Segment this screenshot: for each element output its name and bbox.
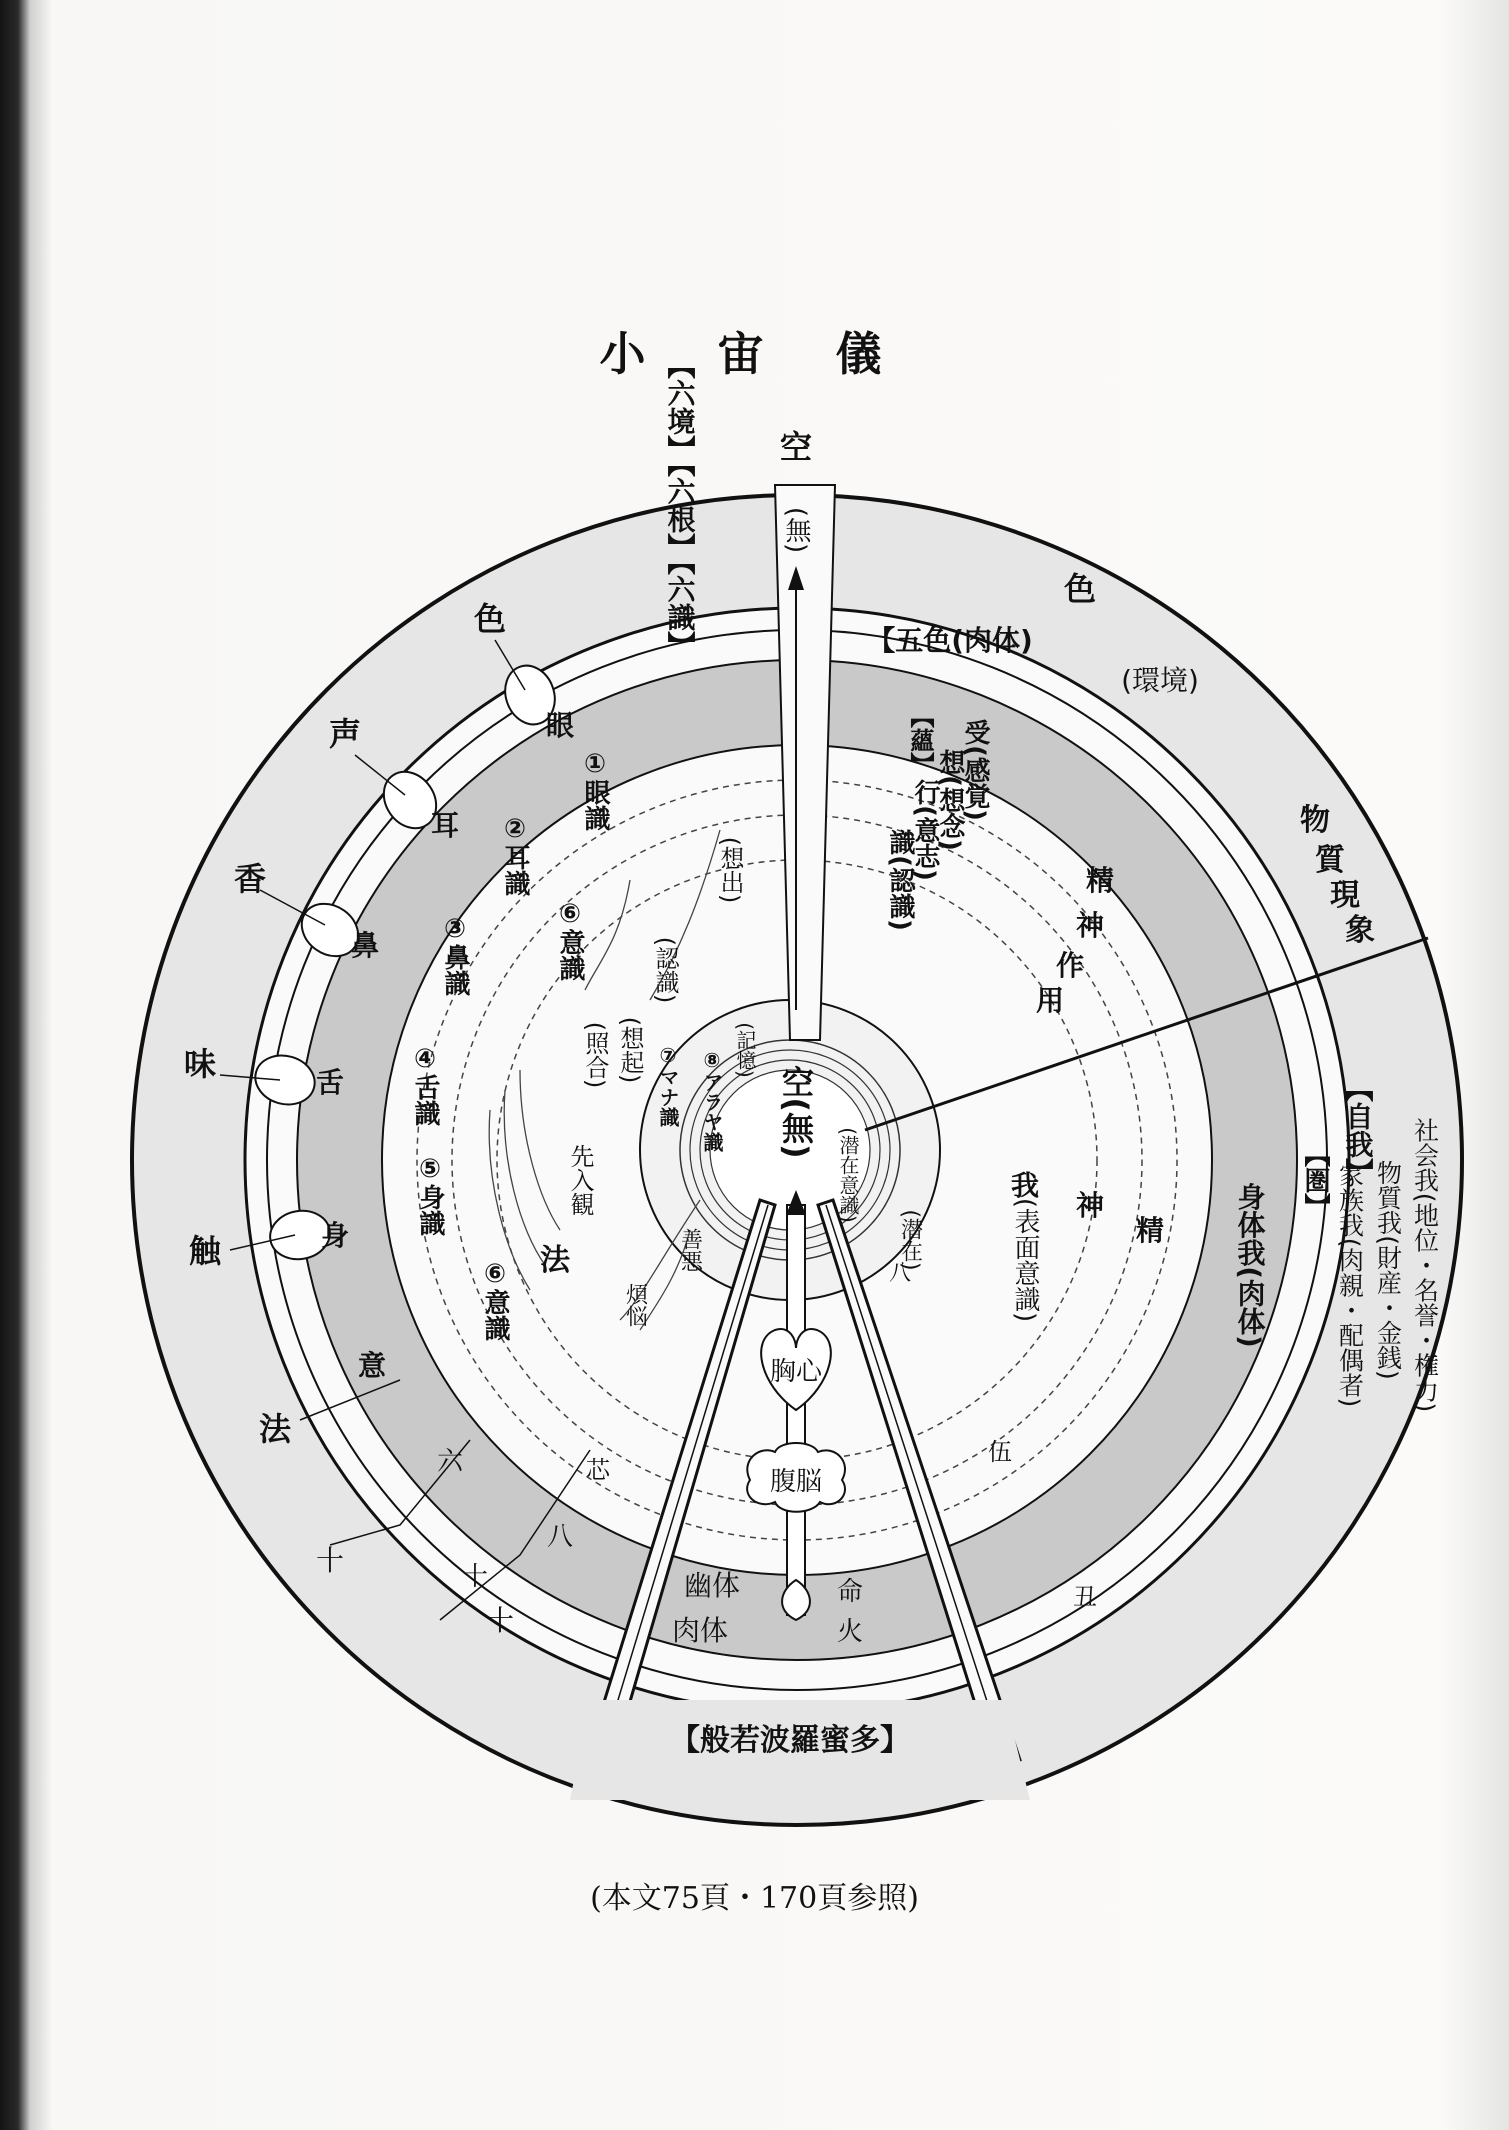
top-beam-void-paren: (無) [781, 506, 811, 554]
outer-mark-ten-2: 十 [485, 1604, 515, 1637]
outer-matter-3: 現 [1330, 878, 1360, 913]
consciousness-mind-upper: ⑥意識 [555, 899, 585, 981]
page-title: 小 宙 儀 [599, 327, 910, 381]
spirit-self-3: 我 [1010, 1169, 1040, 1202]
consciousness-mind-lower: ⑥意識 [480, 1259, 510, 1341]
alaya-consciousness: ⑧アラヤ識 [700, 1048, 724, 1152]
organ-mind: 意 [357, 1349, 387, 1382]
organ-nose: 鼻 [350, 929, 380, 962]
mana-consciousness: ⑦マナ識 [656, 1043, 680, 1127]
aggregate-volition: 行(意志) [910, 779, 940, 881]
inner-mark-5: 伍 [988, 1438, 1012, 1466]
belly-brain-label: 腹脳 [769, 1467, 823, 1497]
sense-taste: 味 [183, 1045, 217, 1083]
organ-eye: 眼 [545, 709, 575, 742]
aggregate-consciousness: 識(認識) [885, 829, 915, 931]
memory-label: (記憶) [733, 1022, 757, 1078]
fire-label: 火 [836, 1617, 864, 1647]
top-beam-void: 空 [779, 428, 813, 466]
organ-tongue: 舌 [315, 1066, 345, 1099]
aggregate-sensation: 受(感覚) [960, 719, 990, 821]
sense-color: 色 [473, 600, 507, 638]
five-color-label: 【五色(肉体) [867, 624, 1033, 657]
organ-body: 身 [320, 1219, 350, 1252]
outer-matter-1: 物 [1300, 803, 1330, 838]
good-evil-label: 善悪 [677, 1228, 703, 1272]
aggregate-perception: 想(想念) [935, 749, 965, 851]
sense-smell: 香 [233, 860, 267, 898]
material-self: 物質我(財産・金銭) [1373, 1160, 1403, 1380]
inner-mark-7: 八 [888, 1261, 912, 1286]
self-label: 【自我】 [1341, 1074, 1375, 1186]
inner-mark-1: 六 [436, 1447, 464, 1477]
outer-mark-ten-1: 十 [315, 1544, 345, 1577]
outer-environment: (環境) [1121, 664, 1199, 697]
reference-caption: (本文75頁・170頁参照) [590, 1881, 919, 1916]
spirit-function-3: 作 [1055, 949, 1085, 982]
inner-mark-3: 十 [461, 1562, 489, 1592]
ghost-body-label: 幽体 [683, 1569, 741, 1602]
prajna-label: 【般若波羅蜜多】 [670, 1723, 910, 1758]
spirit-function-2: 神 [1075, 909, 1105, 942]
skandha-tag: 【蘊】 [906, 704, 934, 776]
latent-consciousness: (潜在意識) [836, 1127, 860, 1223]
outer-matter-4: 象 [1345, 913, 1375, 948]
inner-mark-2: 八 [546, 1522, 574, 1552]
spirit-self-2: 神 [1075, 1189, 1105, 1222]
hou-label: 法 [540, 1243, 570, 1278]
passions-label: 煩悩 [622, 1283, 648, 1327]
consciousness-tongue: ④舌識 [410, 1044, 440, 1126]
shougo-label: (照合) [581, 1021, 609, 1089]
sense-touch: 触 [188, 1232, 222, 1270]
spirit-function-1: 精 [1085, 864, 1115, 897]
sense-sound: 声 [328, 715, 362, 753]
body-self-label: 身体我(肉体) [1233, 1182, 1267, 1348]
consciousness-ear: ②耳識 [500, 814, 530, 896]
organ-ear: 耳 [430, 809, 460, 842]
six-labels: 【六境】【六根】【六識】 [663, 351, 697, 659]
senjin-kan-label: 先入観 [566, 1144, 594, 1216]
flesh-body-label: 肉体 [671, 1614, 729, 1647]
center-void-label: 空(無) [777, 1065, 815, 1159]
latent-label: (潜在) [897, 1209, 923, 1271]
outer-matter-2: 質 [1315, 843, 1345, 878]
inner-mark-6: 丑 [1073, 1583, 1097, 1611]
souki-label: (想起) [616, 1016, 644, 1084]
inner-mark-4: 芯 [586, 1456, 610, 1484]
ninshiki-label: (認識) [651, 936, 679, 1004]
spirit-function-4: 用 [1035, 984, 1065, 1017]
surface-consciousness: (表面意識) [1010, 1197, 1040, 1323]
life-label: 命 [836, 1577, 864, 1607]
outer-color-right: 色 [1063, 570, 1097, 608]
consciousness-nose: ③鼻識 [440, 914, 470, 996]
sense-dharma: 法 [258, 1410, 292, 1448]
family-self: 家族我(肉親・配偶者) [1335, 1162, 1365, 1408]
social-self: 社会我(地位・名誉・権力) [1410, 1117, 1440, 1413]
sou-shutsu-label: (想出) [716, 836, 744, 904]
consciousness-body: ⑤身識 [415, 1154, 445, 1236]
spirit-self-1: 精 [1135, 1214, 1165, 1247]
spirit-self-circle: 【圏】 [1300, 1141, 1330, 1219]
chest-heart-label: 胸心 [769, 1357, 823, 1387]
consciousness-eye: ①眼識 [580, 749, 610, 831]
